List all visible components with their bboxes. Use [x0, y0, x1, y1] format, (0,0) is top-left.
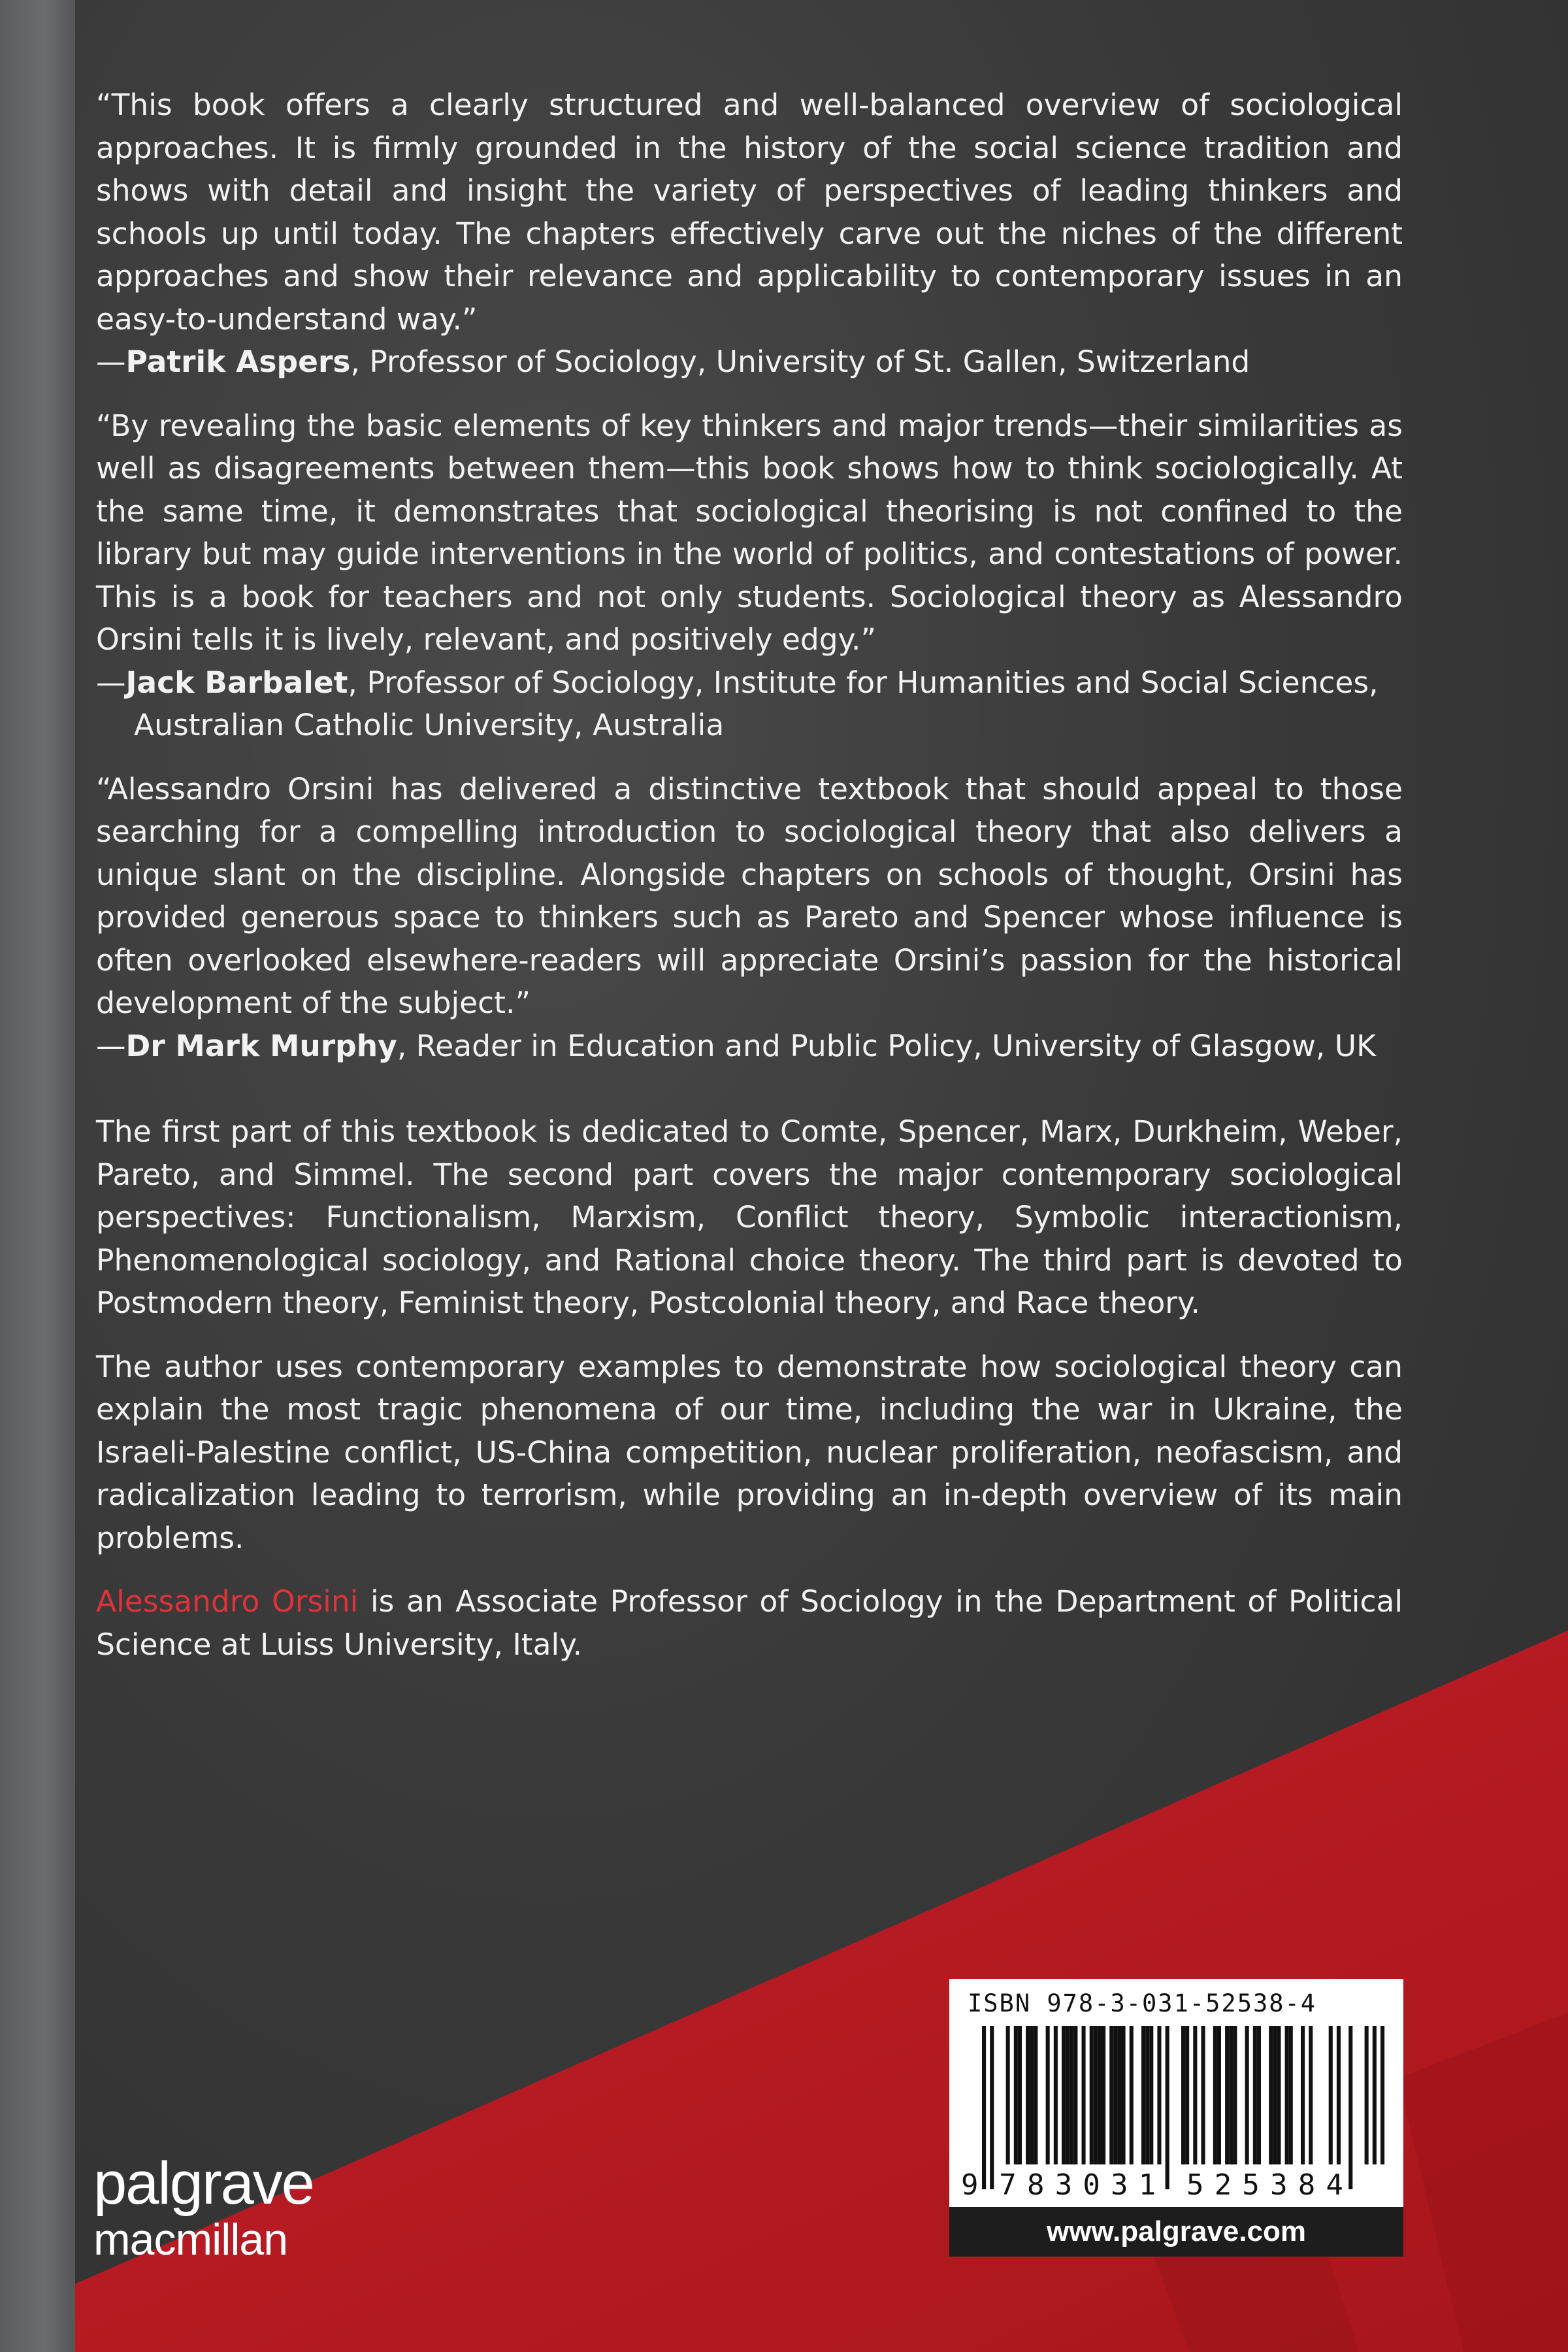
reviewer-name: Dr Mark Murphy [125, 1028, 397, 1063]
barcode-bar [1201, 2026, 1205, 2164]
barcode-digit: 0 [1083, 2168, 1100, 2202]
barcode-bar [1269, 2026, 1273, 2164]
barcode-bar [1253, 2026, 1257, 2164]
barcode-bar [1098, 2026, 1102, 2164]
review-attribution [96, 340, 1403, 384]
barcode-digit: 2 [1214, 2168, 1232, 2202]
barcode-bar [1109, 2026, 1113, 2164]
barcode-bar [1018, 2026, 1022, 2164]
description-paragraph: The author uses contemporary examples to demonstrate how sociological theory can explain the most tragic phenomena of our time, including the war in Ukraine, the Israeli-Palestine conflict, US-China competition, nuclear proliferation, neofascism, and radicalization leading to terrorism, while providing an in-depth overview of its main problems. [96, 1349, 1403, 1555]
barcode-bar [1181, 2026, 1185, 2164]
attribution-dash: — [96, 1028, 126, 1063]
barcode-bar [1062, 2026, 1066, 2164]
barcode-digit: 3 [1270, 2168, 1288, 2202]
barcode-bar [1225, 2026, 1229, 2164]
logo-line-palgrave: palgrave [93, 2150, 314, 2217]
barcode-digit: 8 [1298, 2168, 1316, 2202]
barcode-bar [1380, 2026, 1384, 2164]
barcode-bar [1217, 2026, 1221, 2164]
barcode-bar [1245, 2026, 1249, 2164]
barcode-bar [1257, 2026, 1261, 2164]
barcode-bar [1073, 2026, 1077, 2164]
barcode-bar [1145, 2026, 1149, 2164]
barcode-bar [1233, 2026, 1237, 2164]
barcode-bar [1082, 2026, 1086, 2164]
barcode-bar [1046, 2026, 1050, 2164]
barcode-digit: 4 [1326, 2168, 1343, 2202]
barcode-digit: 9 [961, 2168, 979, 2202]
barcode-bar [1117, 2026, 1121, 2164]
barcode-bar [1166, 2026, 1169, 2189]
barcode-bar [1373, 2026, 1377, 2164]
barcode-bar [1070, 2026, 1073, 2164]
author-bio-text: is an Associate Professor of Sociology in the Department of Political Science at Luiss University, Italy. [96, 1584, 1403, 1662]
barcode-bar [1026, 2026, 1030, 2164]
barcode-bar [1006, 2026, 1010, 2164]
publisher-url: www.palgrave.com [949, 2207, 1403, 2257]
review-quote: “This book offers a clearly structured and well-balanced overview of sociological approaches. It is firmly grounded in the history of the social science tradition and shows with detail and insight the variety of perspectives of leading thinkers and schools up until today. The chapters effectively carve out the niches of the different approaches and show their relevance and applicability to contemporary issues in an easy-to-understand way.” [96, 88, 1403, 337]
barcode-bar [1285, 2026, 1289, 2164]
reviewer-affiliation: , Professor of Sociology, Institute for Humanities and Social Sciences, Australian Catholic University, Australia [134, 665, 1379, 742]
barcode-bar [1066, 2026, 1070, 2164]
review-attribution [96, 1025, 1403, 1068]
barcode-bar [1054, 2026, 1058, 2164]
barcode-bar [1309, 2026, 1313, 2164]
barcode-bar [1141, 2026, 1145, 2164]
barcode-bar [1273, 2026, 1277, 2164]
barcode-bar [1014, 2026, 1018, 2164]
barcode-bar [1337, 2026, 1341, 2164]
reviewer-name: Jack Barbalet [125, 665, 348, 700]
barcode-digit: 7 [999, 2168, 1017, 2202]
barcode-digit: 3 [1054, 2168, 1073, 2202]
barcode-digit: 5 [1242, 2168, 1260, 2202]
author-bio [96, 1580, 1403, 1666]
palgrave-macmillan-logo [93, 2150, 314, 2266]
barcode-bar [1348, 2026, 1352, 2189]
barcode-bar [1149, 2026, 1153, 2164]
reviewer-name: Patrik Aspers [125, 344, 351, 379]
description-paragraph: The first part of this textbook is dedicated to Comte, Spencer, Marx, Durkheim, Weber, Pareto, and Simmel. The second part covers the major contemporary sociological perspectives: Functionalism, Marxism, Conflict theory, Symbolic interactionism, Phenomenological sociology, and Rational choice theory. The third part is devoted to Postmodern theory, Feminist theory, Postcolonial theory, and Race theory. [96, 1114, 1403, 1320]
barcode-bar [1157, 2026, 1161, 2164]
barcode-bar [1122, 2026, 1126, 2164]
barcode-bar [1213, 2026, 1217, 2164]
review-quote: “By revealing the basic elements of key thinkers and major trends—their similarities as well as disagreements between them—this book shows how to think sociologically. At the same time, it demonstrates that sociological theorising is not confined to the library but may guide interventions in the world of politics, and contestations of power. This is a book for teachers and not only students. Sociological theory as Alessandro Orsini tells it is lively, relevant, and positively edgy.” [96, 408, 1403, 657]
barcode-bar [1301, 2026, 1305, 2164]
barcode-digit: 3 [1111, 2168, 1128, 2202]
barcode-bar [1094, 2026, 1098, 2164]
barcode-bar [1185, 2026, 1189, 2164]
review-attribution [96, 661, 1403, 747]
author-name: Alessandro Orsini [96, 1584, 359, 1619]
logo-line-macmillan: macmillan [93, 2215, 288, 2264]
barcode-bar [1030, 2026, 1034, 2164]
isbn-barcode [949, 1979, 1403, 2207]
barcode-bar [982, 2026, 986, 2189]
barcode-digit: 1 [1138, 2168, 1156, 2202]
barcode-bar [1277, 2026, 1281, 2164]
barcode-bar [1365, 2026, 1369, 2164]
barcode-bar [1113, 2026, 1117, 2164]
reviewer-affiliation: , Reader in Education and Public Policy, University of Glasgow, UK [397, 1028, 1376, 1063]
barcode-bar [1034, 2026, 1037, 2164]
back-cover-text [96, 84, 1403, 1666]
reviewer-affiliation: , Professor of Sociology, University of St. Gallen, Switzerland [350, 344, 1250, 379]
barcode-bar [1102, 2026, 1105, 2164]
barcode-bar [1329, 2026, 1333, 2164]
spine-strip [0, 0, 75, 2352]
barcode-bar [1289, 2026, 1293, 2164]
attribution-dash: — [96, 344, 126, 379]
isbn-label: ISBN 978-3-031-52538-4 [968, 1989, 1317, 2017]
barcode-digit: 5 [1186, 2168, 1204, 2202]
barcode-bar [1130, 2026, 1134, 2164]
barcode-digit: 8 [1027, 2168, 1045, 2202]
barcode-bar [1229, 2026, 1233, 2164]
barcode-bar [1090, 2026, 1094, 2164]
attribution-dash: — [96, 665, 126, 700]
review-quote: “Alessandro Orsini has delivered a distinctive textbook that should appeal to those searching for a compelling introduction to sociological theory that also delivers a unique slant on the discipline. Alongside chapters on schools of thought, Orsini has provided generous space to thinkers such as Pareto and Spencer whose influence is often overlooked elsewhere-readers will appreciate Orsini’s passion for the historical development of the subject.” [96, 771, 1403, 1020]
barcode-bar [1193, 2026, 1197, 2164]
barcode-bar [990, 2026, 994, 2189]
